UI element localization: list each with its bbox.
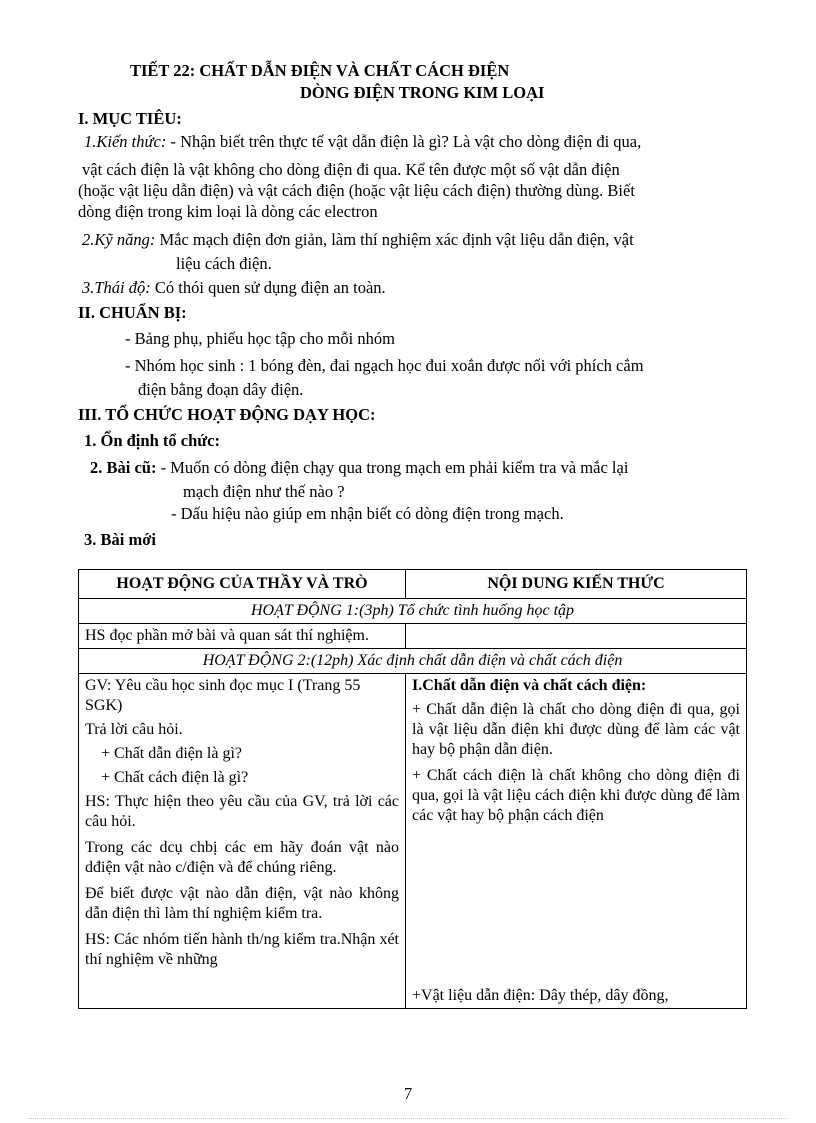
page-number: 7 bbox=[403, 1084, 413, 1103]
step-review-text-1: - Muốn có dòng điện chạy qua trong mạch em phải kiểm tra và mắc lại bbox=[156, 458, 629, 477]
activity2-left-p7: Để biết được vật nào dẫn điện, vật nào không dẫn điện thì làm thí nghiệm kiểm tra. bbox=[85, 885, 399, 922]
activity2-left-p5: HS: Thực hiện theo yêu cầu của GV, trả lời các câu hỏi. bbox=[85, 793, 399, 830]
activity2-title-row bbox=[79, 649, 747, 674]
activity2-right-p2: + Chất cách điện là chất không cho dòng điện đi qua, gọi là vật liệu cách điện khi được dùng để làm các vật hay bộ phận cách điện bbox=[412, 767, 740, 824]
section-preparation-heading: II. CHUẨN BỊ: bbox=[78, 303, 187, 322]
activity1-content-row bbox=[79, 624, 747, 649]
activity1-right-cell bbox=[406, 624, 747, 649]
attitude-text: Có thói quen sử dụng điện an toàn. bbox=[150, 278, 386, 297]
teacher-student-column-header: HOẠT ĐỘNG CỦA THẦY VÀ TRÒ bbox=[79, 570, 406, 599]
knowledge-line2: vật cách điện là vật không cho dòng điện đi qua. Kể tên được một số vật dẫn điện bbox=[82, 160, 620, 179]
knowledge-content-column-header: NỘI DUNG KIẾN THỨC bbox=[406, 570, 747, 599]
attitude-label: 3.Thái độ: bbox=[82, 278, 151, 297]
preparation-item2-line2: điện bằng đoạn dây điện. bbox=[138, 380, 304, 399]
knowledge-label: 1.Kiến thức: bbox=[84, 132, 167, 151]
step-review-line2: mạch điện như thế nào ? bbox=[183, 482, 345, 501]
knowledge-line1 bbox=[84, 131, 641, 152]
step-review-line1 bbox=[90, 457, 628, 478]
step-new-lesson: 3. Bài mới bbox=[84, 530, 156, 549]
activity2-left-p6: Trong các dcụ chbị các em hãy đoán vật nào dđiện vật nào c/điện và để chúng riêng. bbox=[85, 839, 399, 876]
lesson-title-line1: TIẾT 22: CHẤT DẪN ĐIỆN VÀ CHẤT CÁCH ĐIỆN bbox=[130, 61, 510, 80]
knowledge-line3: (hoặc vật liệu dẫn điện) và vật cách điện (hoặc vật liệu cách điện) thường dùng. Biết bbox=[78, 181, 635, 200]
activity1-title-row bbox=[79, 599, 747, 624]
section-activities-heading: III. TỔ CHỨC HOẠT ĐỘNG DẠY HỌC: bbox=[78, 405, 376, 424]
step-review-line3: - Dấu hiệu nào giúp em nhận biết có dòng điện trong mạch. bbox=[171, 504, 564, 523]
activity2-left-p2: Trả lời câu hỏi. bbox=[85, 721, 183, 738]
footer-divider bbox=[28, 1118, 788, 1119]
activity2-content-row bbox=[79, 674, 747, 1009]
preparation-item2-line1: - Nhóm học sinh : 1 bóng đèn, đai ngạch học đui xoắn được nối với phích cắm bbox=[125, 356, 644, 375]
activity2-title: HOẠT ĐỘNG 2:(12ph) Xác định chất dẫn điện và chất cách điện bbox=[79, 649, 747, 674]
attitude-line bbox=[82, 277, 386, 298]
knowledge-text-1: - Nhận biết trên thực tế vật dẫn điện là gì? Là vật cho dòng điện đi qua, bbox=[166, 132, 642, 151]
knowledge-line4: dòng điện trong kim loại là dòng các electron bbox=[78, 202, 378, 221]
activity1-title: HOẠT ĐỘNG 1:(3ph) Tổ chức tình huống học tập bbox=[79, 599, 747, 624]
section-objectives-heading: I. MỤC TIÊU: bbox=[78, 109, 182, 128]
skill-text-1: Mắc mạch điện đơn giản, làm thí nghiệm xác định vật liệu dẫn điện, vật bbox=[155, 230, 634, 249]
activity1-left-text: HS đọc phần mở bài và quan sát thí nghiệm. bbox=[85, 627, 369, 644]
activity2-right-p3: +Vật liệu dẫn điện: Dây thép, dây đồng, bbox=[412, 987, 669, 1004]
step-organization: 1. Ổn định tổ chức: bbox=[84, 431, 220, 450]
activity2-left-p8: HS: Các nhóm tiến hành th/ng kiểm tra.Nhận xét thí nghiệm về những bbox=[85, 931, 399, 968]
table-header-row bbox=[79, 570, 747, 599]
skill-line2: liệu cách điện. bbox=[176, 254, 272, 273]
activity2-left-p3: + Chất dẫn điện là gì? bbox=[101, 745, 242, 762]
skill-label: 2.Kỹ năng: bbox=[82, 230, 156, 249]
activity2-right-cell bbox=[406, 674, 747, 1009]
preparation-item1: - Bảng phụ, phiếu học tập cho mỗi nhóm bbox=[125, 329, 395, 348]
activity2-left-p4: + Chất cách điện là gì? bbox=[101, 769, 249, 786]
activity1-left-cell bbox=[79, 624, 406, 649]
activity2-left-cell bbox=[79, 674, 406, 1009]
step-review-label: 2. Bài cũ: bbox=[90, 458, 157, 477]
skill-line1 bbox=[82, 229, 634, 250]
activity2-left-p1: GV: Yêu cầu học sinh đọc mục I (Trang 55 SGK) bbox=[85, 677, 361, 714]
lesson-title-line2: DÒNG ĐIỆN TRONG KIM LOẠI bbox=[300, 83, 545, 102]
activity2-right-p1: + Chất dẫn điện là chất cho dòng điện đi qua, gọi là vật liệu dẫn điện khi được dùng để làm các vật hay bộ phận dẫn điện. bbox=[412, 701, 740, 758]
activity2-right-heading: I.Chất dẫn điện và chất cách điện: bbox=[412, 677, 647, 694]
lesson-plan-table bbox=[78, 569, 747, 1009]
